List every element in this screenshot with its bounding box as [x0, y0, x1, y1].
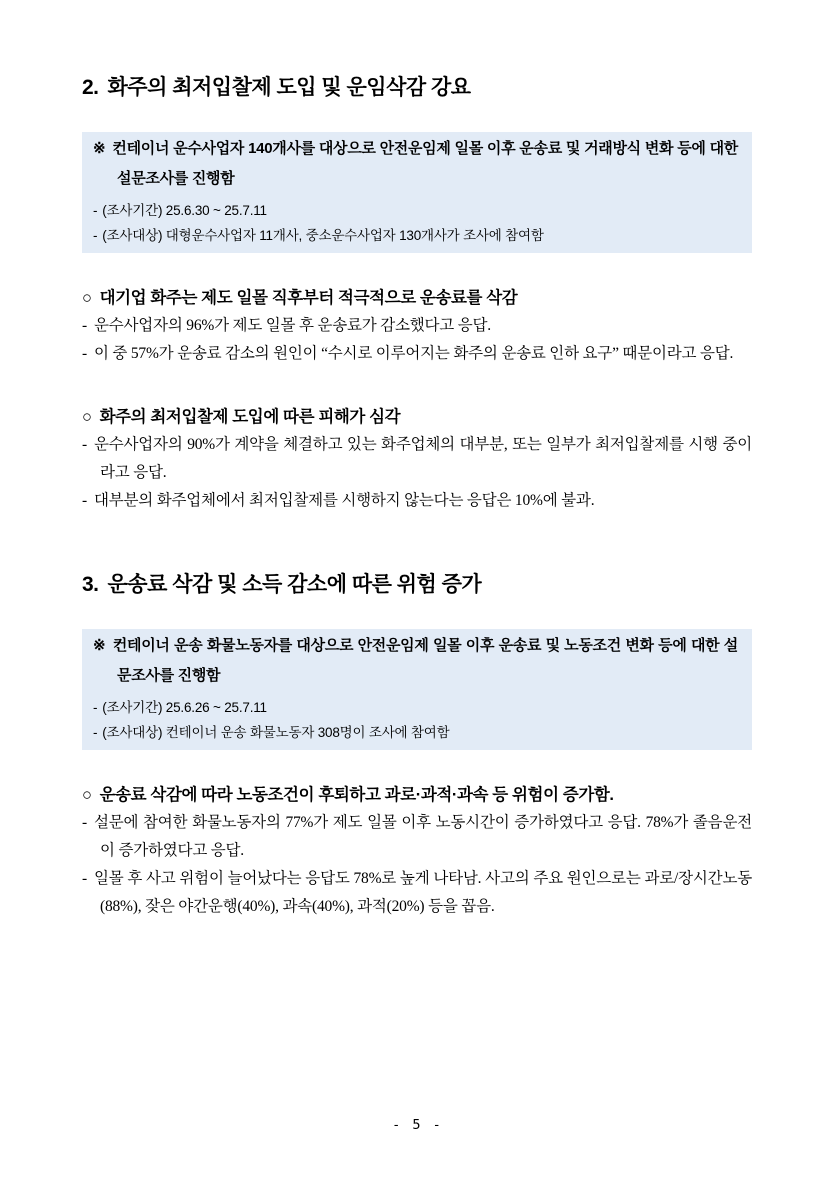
- dash-marker: -: [93, 228, 98, 243]
- infobox-note: [93, 631, 738, 691]
- infobox-detail-period: [93, 198, 738, 223]
- subsection-items: [82, 431, 752, 515]
- infobox-detail-text: (조사기간) 25.6.30 ~ 25.7.11: [102, 203, 267, 218]
- dash-marker: -: [93, 725, 98, 740]
- list-item: [82, 340, 752, 368]
- section-2-title: 화주의 최저입찰제 도입 및 운임삭감 강요: [107, 76, 471, 99]
- subsection-items: [82, 312, 752, 368]
- infobox-note: [93, 134, 738, 194]
- infobox-detail-target: [93, 720, 738, 745]
- subsection-title: [82, 405, 752, 429]
- infobox-details: [93, 695, 738, 745]
- section-3-title: 운송료 삭감 및 소득 감소에 따른 위험 증가: [107, 573, 482, 596]
- list-item-text: 운수사업자의 90%가 계약을 체결하고 있는 화주업체의 대부분, 또는 일부가 최저입찰제를 시행 중이라고 응답.: [93, 436, 752, 481]
- dash-marker: -: [82, 870, 87, 887]
- list-item-text: 일몰 후 사고 위험이 늘어났다는 응답도 78%로 높게 나타남. 사고의 주요 원인으로는 과로/장시간노동(88%), 잦은 야간운행(40%), 과속(40%), 과적(20%) 등을 꼽음.: [93, 870, 752, 915]
- infobox-detail-period: [93, 695, 738, 720]
- subsection-risk-increase: [82, 783, 752, 921]
- subsection-lowest-bid-damage: [82, 405, 752, 515]
- list-item: [82, 865, 752, 921]
- infobox-details: [93, 198, 738, 248]
- section-2-infobox: [82, 132, 752, 253]
- subsection-title: [82, 286, 752, 310]
- infobox-detail-text: (조사대상) 대형운수사업자 11개사, 중소운수사업자 130개사가 조사에 참여함: [102, 228, 544, 243]
- infobox-detail-target: [93, 223, 738, 248]
- dash-marker: -: [93, 700, 98, 715]
- section-2: [82, 75, 752, 515]
- circle-bullet-icon: ○: [82, 289, 92, 307]
- dash-marker: -: [82, 492, 87, 509]
- subsection-title-text: 화주의 최저입찰제 도입에 따른 피해가 심각: [99, 408, 401, 426]
- circle-bullet-icon: ○: [82, 786, 92, 804]
- subsection-title-text: 대기업 화주는 제도 일몰 직후부터 적극적으로 운송료를 삭감: [99, 289, 518, 307]
- list-item: [82, 312, 752, 340]
- list-item: [82, 809, 752, 865]
- infobox-note-text: 컨테이너 운송 화물노동자를 대상으로 안전운임제 일몰 이후 운송료 및 노동조건 변화 등에 대한 설문조사를 진행함: [112, 637, 738, 684]
- dash-marker: -: [82, 814, 87, 831]
- subsection-title-text: 운송료 삭감에 따라 노동조건이 후퇴하고 과로·과적·과속 등 위험이 증가함.: [99, 786, 614, 804]
- list-item: [82, 431, 752, 487]
- subsection-freight-cut: [82, 286, 752, 368]
- page-number: - 5 -: [392, 1117, 443, 1133]
- infobox-detail-text: (조사기간) 25.6.26 ~ 25.7.11: [102, 700, 267, 715]
- section-3-heading: [82, 572, 752, 598]
- section-3-number: 3.: [82, 573, 99, 596]
- list-item-text: 설문에 참여한 화물노동자의 77%가 제도 일몰 이후 노동시간이 증가하였다고 응답. 78%가 졸음운전이 증가하였다고 응답.: [93, 814, 752, 859]
- infobox-detail-text: (조사대상) 컨테이너 운송 화물노동자 308명이 조사에 참여함: [102, 725, 450, 740]
- subsection-title: [82, 783, 752, 807]
- infobox-note-text: 컨테이너 운수사업자 140개사를 대상으로 안전운임제 일몰 이후 운송료 및 거래방식 변화 등에 대한 설문조사를 진행함: [112, 140, 738, 187]
- circle-bullet-icon: ○: [82, 408, 92, 426]
- dash-marker: -: [82, 345, 87, 362]
- list-item-text: 운수사업자의 96%가 제도 일몰 후 운송료가 감소했다고 응답.: [93, 317, 491, 334]
- subsection-items: [82, 809, 752, 921]
- section-3: [82, 572, 752, 921]
- section-2-heading: [82, 75, 752, 101]
- page-content: [82, 75, 752, 921]
- dash-marker: -: [82, 436, 87, 453]
- section-2-number: 2.: [82, 76, 99, 99]
- reference-mark-icon: ※: [93, 140, 106, 157]
- dash-marker: -: [93, 203, 98, 218]
- list-item-text: 이 중 57%가 운송료 감소의 원인이 “수시로 이루어지는 화주의 운송료 인하 요구” 때문이라고 응답.: [93, 345, 734, 362]
- section-3-infobox: [82, 629, 752, 750]
- list-item-text: 대부분의 화주업체에서 최저입찰제를 시행하지 않는다는 응답은 10%에 불과.: [93, 492, 595, 509]
- list-item: [82, 487, 752, 515]
- reference-mark-icon: ※: [93, 637, 106, 654]
- dash-marker: -: [82, 317, 87, 334]
